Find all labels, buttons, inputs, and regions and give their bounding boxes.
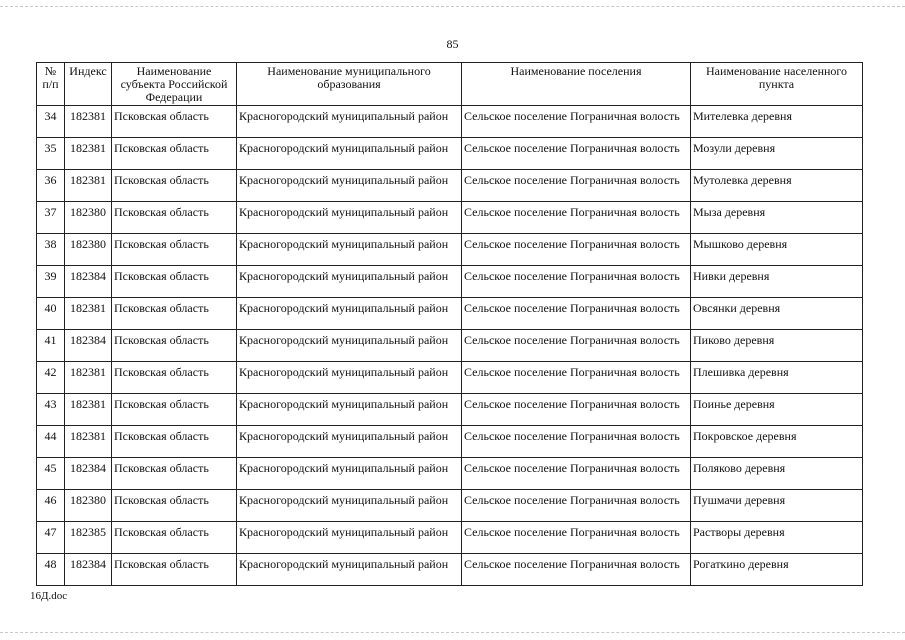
cell-locality: Пиково деревня [691, 330, 863, 362]
table-row [37, 138, 863, 170]
cell-municipality: Красногородский муниципальный район [237, 138, 462, 170]
cell-settlement: Сельское поселение Пограничная волость [462, 170, 691, 202]
header-municipality: Наименование муниципального образования [237, 63, 462, 106]
cell-postal-index: 182381 [65, 138, 112, 170]
cell-row-number: 37 [37, 202, 65, 234]
page-number: 85 [446, 37, 459, 51]
cell-postal-index: 182380 [65, 490, 112, 522]
cell-municipality: Красногородский муниципальный район [237, 394, 462, 426]
cell-federal-subject: Псковская область [112, 202, 237, 234]
cell-postal-index: 182380 [65, 234, 112, 266]
cell-federal-subject: Псковская область [112, 170, 237, 202]
table-row [37, 362, 863, 394]
cell-locality: Рогаткино деревня [691, 554, 863, 586]
cell-settlement: Сельское поселение Пограничная волость [462, 234, 691, 266]
cell-municipality: Красногородский муниципальный район [237, 554, 462, 586]
cell-postal-index: 182384 [65, 266, 112, 298]
cell-locality: Покровское деревня [691, 426, 863, 458]
cell-municipality: Красногородский муниципальный район [237, 234, 462, 266]
cell-settlement: Сельское поселение Пограничная волость [462, 138, 691, 170]
table-row [37, 394, 863, 426]
cell-locality: Мителевка деревня [691, 106, 863, 138]
cell-row-number: 46 [37, 490, 65, 522]
cell-postal-index: 182380 [65, 202, 112, 234]
cell-federal-subject: Псковская область [112, 234, 237, 266]
cell-row-number: 48 [37, 554, 65, 586]
cell-postal-index: 182384 [65, 458, 112, 490]
cell-federal-subject: Псковская область [112, 362, 237, 394]
cell-municipality: Красногородский муниципальный район [237, 522, 462, 554]
cell-settlement: Сельское поселение Пограничная волость [462, 362, 691, 394]
table-header-row [37, 63, 863, 106]
cell-municipality: Красногородский муниципальный район [237, 330, 462, 362]
cell-federal-subject: Псковская область [112, 266, 237, 298]
cell-locality: Овсянки деревня [691, 298, 863, 330]
table-row [37, 298, 863, 330]
cell-row-number: 36 [37, 170, 65, 202]
cell-postal-index: 182381 [65, 298, 112, 330]
cell-settlement: Сельское поселение Пограничная волость [462, 106, 691, 138]
cell-row-number: 34 [37, 106, 65, 138]
header-row-number: № п/п [37, 63, 65, 106]
cell-locality: Мутолевка деревня [691, 170, 863, 202]
cell-settlement: Сельское поселение Пограничная волость [462, 490, 691, 522]
cell-municipality: Красногородский муниципальный район [237, 170, 462, 202]
cell-postal-index: 182381 [65, 426, 112, 458]
cell-federal-subject: Псковская область [112, 458, 237, 490]
cell-locality: Поинье деревня [691, 394, 863, 426]
cell-row-number: 40 [37, 298, 65, 330]
table-row [37, 266, 863, 298]
cell-row-number: 44 [37, 426, 65, 458]
table-row [37, 330, 863, 362]
cell-settlement: Сельское поселение Пограничная волость [462, 202, 691, 234]
cell-settlement: Сельское поселение Пограничная волость [462, 522, 691, 554]
cell-federal-subject: Псковская область [112, 490, 237, 522]
table-row [37, 234, 863, 266]
cell-municipality: Красногородский муниципальный район [237, 426, 462, 458]
cell-federal-subject: Псковская область [112, 426, 237, 458]
settlements-table [36, 62, 863, 586]
header-locality: Наименование населенного пункта [691, 63, 863, 106]
table-row [37, 554, 863, 586]
cell-municipality: Красногородский муниципальный район [237, 362, 462, 394]
cell-locality: Мозули деревня [691, 138, 863, 170]
cell-municipality: Красногородский муниципальный район [237, 458, 462, 490]
cell-postal-index: 182385 [65, 522, 112, 554]
cell-federal-subject: Псковская область [112, 330, 237, 362]
cell-locality: Мыза деревня [691, 202, 863, 234]
cell-postal-index: 182381 [65, 394, 112, 426]
cell-row-number: 41 [37, 330, 65, 362]
cell-settlement: Сельское поселение Пограничная волость [462, 426, 691, 458]
cell-locality: Нивки деревня [691, 266, 863, 298]
cell-settlement: Сельское поселение Пограничная волость [462, 298, 691, 330]
cell-municipality: Красногородский муниципальный район [237, 106, 462, 138]
table-row [37, 202, 863, 234]
cell-locality: Плешивка деревня [691, 362, 863, 394]
cell-locality: Мышково деревня [691, 234, 863, 266]
cell-row-number: 47 [37, 522, 65, 554]
table-body [37, 106, 863, 586]
table-row [37, 458, 863, 490]
cell-municipality: Красногородский муниципальный район [237, 202, 462, 234]
cell-locality: Пушмачи деревня [691, 490, 863, 522]
cell-row-number: 42 [37, 362, 65, 394]
table-row [37, 490, 863, 522]
scan-edge-bottom [0, 632, 905, 633]
cell-postal-index: 182384 [65, 330, 112, 362]
header-postal-index: Индекс [65, 63, 112, 106]
cell-settlement: Сельское поселение Пограничная волость [462, 330, 691, 362]
cell-municipality: Красногородский муниципальный район [237, 266, 462, 298]
table-row [37, 170, 863, 202]
table-row [37, 106, 863, 138]
cell-locality: Растворы деревня [691, 522, 863, 554]
cell-row-number: 45 [37, 458, 65, 490]
footer-filename: 16Д.doc [30, 590, 68, 602]
header-settlement: Наименование поселения [462, 63, 691, 106]
cell-federal-subject: Псковская область [112, 138, 237, 170]
cell-municipality: Красногородский муниципальный район [237, 298, 462, 330]
cell-postal-index: 182384 [65, 554, 112, 586]
cell-settlement: Сельское поселение Пограничная волость [462, 554, 691, 586]
cell-settlement: Сельское поселение Пограничная волость [462, 266, 691, 298]
scan-edge-top [0, 6, 905, 7]
table-row [37, 522, 863, 554]
cell-locality: Поляково деревня [691, 458, 863, 490]
cell-postal-index: 182381 [65, 170, 112, 202]
cell-federal-subject: Псковская область [112, 106, 237, 138]
cell-federal-subject: Псковская область [112, 298, 237, 330]
cell-row-number: 43 [37, 394, 65, 426]
cell-federal-subject: Псковская область [112, 554, 237, 586]
cell-federal-subject: Псковская область [112, 394, 237, 426]
cell-federal-subject: Псковская область [112, 522, 237, 554]
cell-row-number: 39 [37, 266, 65, 298]
cell-postal-index: 182381 [65, 362, 112, 394]
cell-row-number: 38 [37, 234, 65, 266]
cell-settlement: Сельское поселение Пограничная волость [462, 394, 691, 426]
cell-row-number: 35 [37, 138, 65, 170]
cell-settlement: Сельское поселение Пограничная волость [462, 458, 691, 490]
table-row [37, 426, 863, 458]
header-federal-subject: Наименование субъекта Российской Федерации [112, 63, 237, 106]
cell-postal-index: 182381 [65, 106, 112, 138]
cell-municipality: Красногородский муниципальный район [237, 490, 462, 522]
